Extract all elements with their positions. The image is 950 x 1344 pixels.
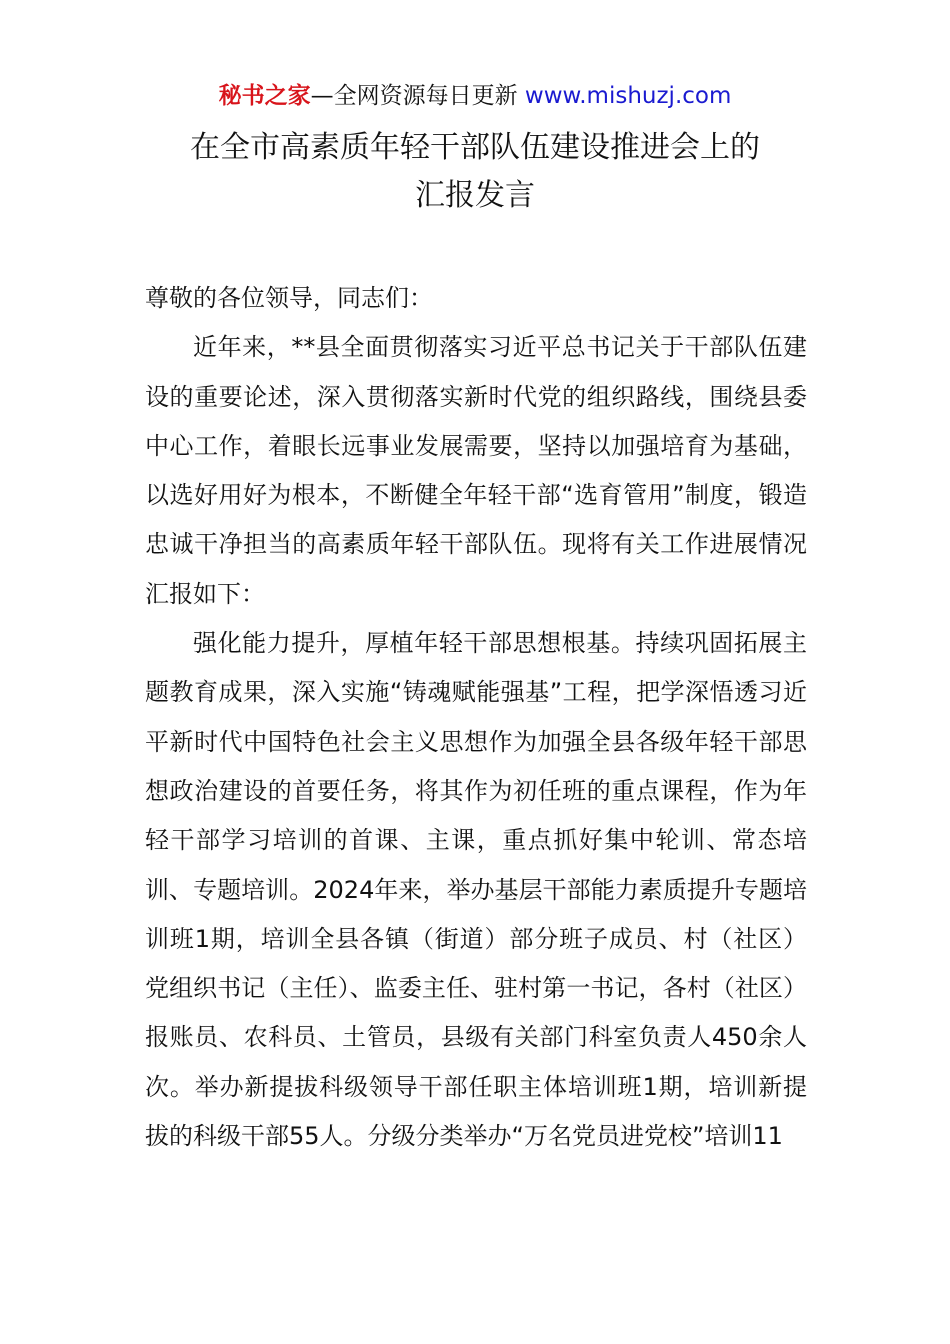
document-body bbox=[145, 274, 807, 1161]
paragraph-intro: 近年来，**县全面贯彻落实习近平总书记关于干部队伍建设的重要论述，深入贯彻落实新时代党的组织路线，围绕县委中心工作，着眼长远事业发展需要，坚持以加强培育为基础，以选好用好为根本，不断健全年轻干部“选育管用”制度，锻造忠诚干净担当的高素质年轻干部队伍。现将有关工作进展情况汇报如下： bbox=[145, 333, 807, 608]
document-title bbox=[0, 124, 950, 220]
site-url-link[interactable]: www.mishuzj.com bbox=[524, 83, 732, 109]
paragraph-capability: 强化能力提升，厚植年轻干部思想根基。持续巩固拓展主题教育成果，深入实施“铸魂赋能强基”工程，把学深悟透习近平新时代中国特色社会主义思想作为加强全县各级年轻干部思想政治建设的首要任务，将其作为初任班的重点课程，作为年轻干部学习培训的首课、主课，重点抓好集中轮训、常态培训、专题培训。2024年来，举办基层干部能力素质提升专题培训班1期，培训全县各镇（街道）部分班子成员、村（社区）党组织书记（主任）、监委主任、驻村第一书记，各村（社区）报账员、农科员、土管员，县级有关部门科室负责人450余人次。举办新提拔科级领导干部任职主体培训班1期，培训新提拔的科级干部55人。分级分类举办“万名党员进党校”培训11 bbox=[145, 629, 807, 1151]
site-header bbox=[0, 80, 950, 112]
title-line-1: 在全市高素质年轻干部队伍建设推进会上的 bbox=[190, 130, 760, 165]
site-brand: 秘书之家 bbox=[218, 83, 311, 109]
title-line-2: 汇报发言 bbox=[415, 178, 535, 213]
salutation: 尊敬的各位领导，同志们： bbox=[145, 284, 433, 312]
site-tagline: —全网资源每日更新 bbox=[310, 83, 525, 109]
